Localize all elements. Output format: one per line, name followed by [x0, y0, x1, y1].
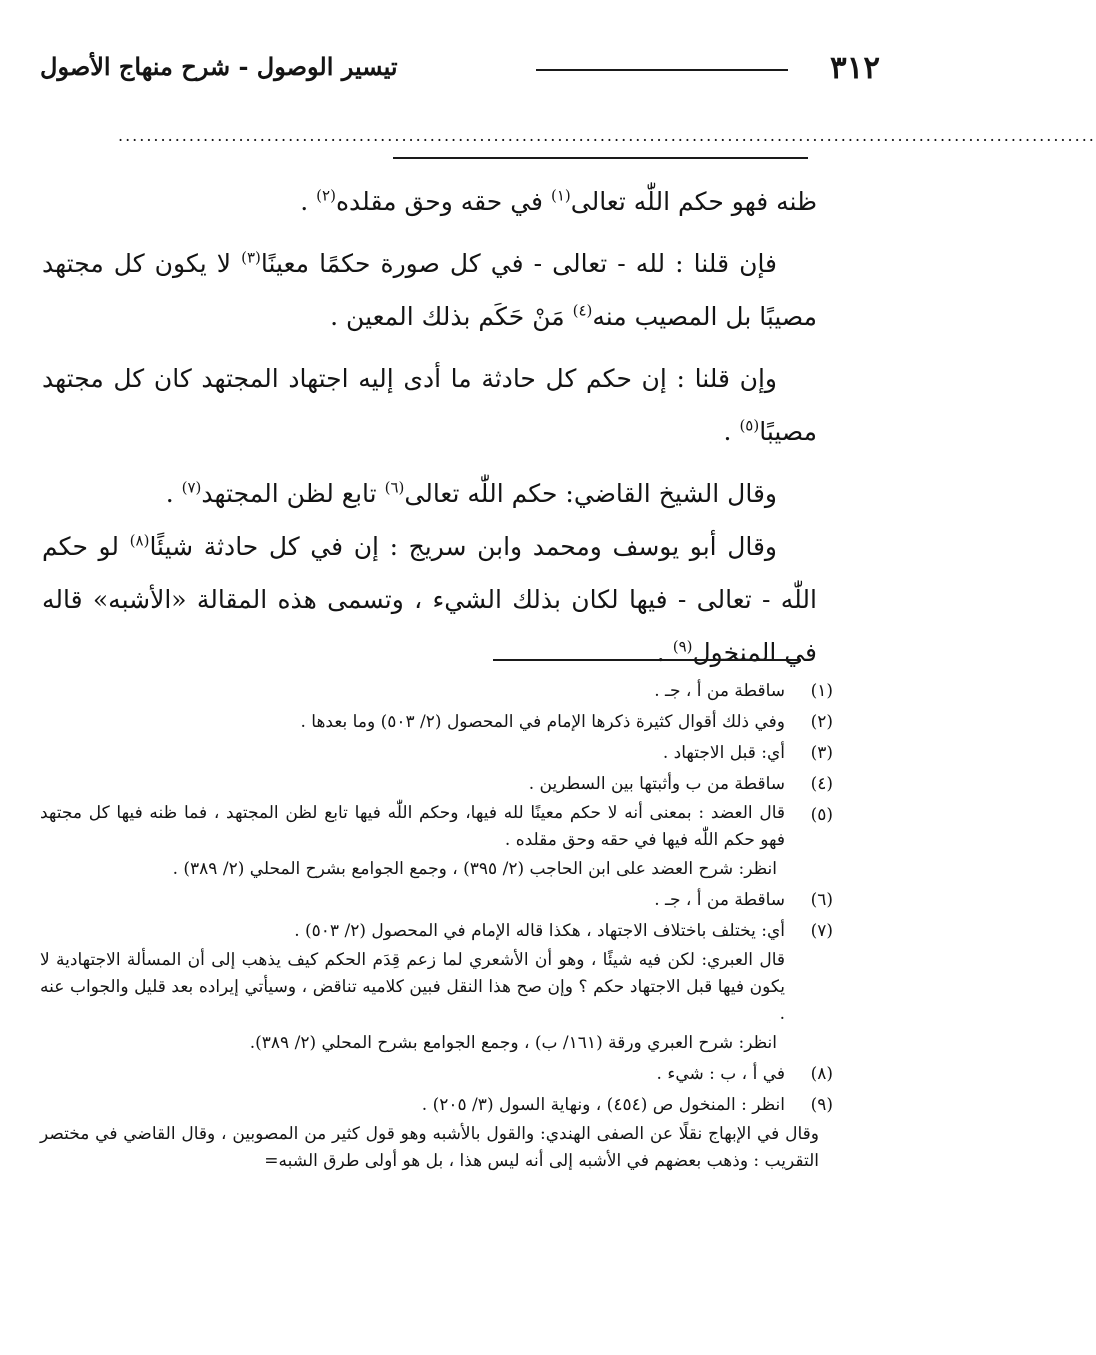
top-rule: [393, 157, 808, 159]
footnote-7-quote: قال العبري: لكن فيه شيئًا ، وهو أن الأشعري لما زعم قِدَم الحكم كيف يذهب إلى أن المسألة الاجتهادية لا يكون فيها قبل الاجتهاد حكم ؟ وإن صح هذا النقل فبين كلاميه تناقض ، وسيأتي إيراده بعد قليل والجواب عنه .: [40, 950, 785, 1024]
footnote-marker-1: (١): [550, 186, 571, 205]
text-run: .: [165, 479, 182, 508]
footnote-number: (٧): [810, 921, 833, 941]
footnote-2: [40, 707, 833, 738]
footnote-3: [40, 738, 833, 769]
paragraph-2: [42, 237, 817, 343]
footnote-text: ساقطة من ب وأثبتها بين السطرين .: [528, 774, 785, 794]
footnote-number: (٩): [810, 1095, 833, 1115]
footnote-7: [40, 916, 833, 947]
text-run: مَنْ حَكَم بذلك المعين .: [330, 302, 573, 331]
text-run: .: [656, 638, 673, 667]
footnote-text: انظر : المنخول ص (٤٥٤) ، ونهاية السول (٣/ ٢٠٥) .: [421, 1095, 785, 1115]
footnote-1: [40, 676, 833, 707]
separator-dots: ..........................................................................................................................................: [118, 126, 1096, 145]
paragraph-4: [42, 467, 817, 520]
footnote-number: (٣): [810, 743, 833, 763]
footnote-marker-6: (٦): [384, 478, 405, 497]
text-run: وقال الشيخ القاضي: حكم اللّٰه تعالى: [404, 479, 777, 508]
footnote-number: (١): [810, 681, 833, 701]
footnotes: [40, 676, 833, 1175]
footnote-number: (٨): [810, 1064, 833, 1084]
text-run: في حقه وحق مقلده: [335, 187, 551, 216]
footnote-text: ساقطة من أ ، جـ .: [654, 681, 785, 701]
paragraph-1: [42, 175, 817, 228]
footnote-marker-5: (٥): [739, 416, 760, 435]
page-number: ٣١٢: [830, 50, 880, 86]
text-run: ظنه فهو حكم اللّٰه تعالى: [570, 187, 817, 216]
footnote-text: أي: قبل الاجتهاد .: [662, 743, 785, 763]
paragraph-5: [42, 520, 817, 679]
footnote-4: [40, 769, 833, 800]
text-run: .: [723, 417, 740, 446]
footnote-text: ساقطة من أ ، جـ .: [654, 890, 785, 910]
footnote-text: وفي ذلك أقوال كثيرة ذكرها الإمام في المحصول (٢/ ٥٠٣) وما بعدها .: [300, 712, 785, 732]
footnote-9-quote: وقال في الإبهاج نقلًا عن الصفى الهندي: والقول بالأشبه وهو قول كثير من المصوبين ، وقال القاضي في مختصر التقريب : وذهب بعضهم في الأشبه إلى أنه ليس هذا ، بل هو أولى طرق الشبه=: [40, 1124, 819, 1171]
footnote-number: (٢): [810, 712, 833, 732]
footnote-number: (٤): [810, 774, 833, 794]
footnote-5: [40, 800, 833, 854]
running-title: تيسير الوصول - شرح منهاج الأصول: [40, 52, 398, 81]
footnote-rule: [493, 659, 799, 661]
text-run: .: [300, 187, 317, 216]
footnote-text: في أ ، ب : شيء .: [656, 1064, 785, 1084]
footnote-marker-4: (٤): [572, 301, 593, 320]
text-run: تابع لظن المجتهد: [201, 479, 385, 508]
text-run: وقال أبو يوسف ومحمد وابن سريج : إن في كل حادثة شيئًا: [149, 532, 778, 561]
footnote-number: (٦): [810, 890, 833, 910]
footnote-text: قال العضد : بمعنى أنه لا حكم معينًا لله فيها، وحكم اللّٰه فيها تابع لظن المجتهد ، فما ظنه فيها كل مجتهد فهو حكم اللّٰه فيها في حقه وحق مقلده .: [40, 803, 785, 850]
main-text: [42, 175, 817, 679]
footnote-marker-3: (٣): [241, 248, 261, 267]
footnote-6: [40, 885, 833, 916]
footnote-7-reference: انظر: شرح العبري ورقة (١٦١/ ب) ، وجمع الجوامع بشرح المحلي (٢/ ٣٨٩).: [249, 1033, 777, 1053]
header-rule: [536, 69, 788, 71]
footnote-marker-9: (٩): [672, 637, 693, 656]
page-header: [40, 50, 880, 100]
text-run: لو حكم اللّٰه - تعالى - فيها لكان بذلك الشيء ، وتسمى هذه المقالة «الأشبه» قاله في المنخول: [42, 532, 817, 667]
footnote-text: أي: يختلف باختلاف الاجتهاد ، هكذا قاله الإمام في المحصول (٢/ ٥٠٣) .: [294, 921, 785, 941]
footnote-8: [40, 1059, 833, 1090]
text-run: فإن قلنا : لله - تعالى - في كل صورة حكمًا معينًا: [260, 249, 778, 278]
footnote-number: (٥): [810, 805, 833, 825]
footnote-9: [40, 1090, 833, 1121]
footnote-marker-8: (٨): [129, 531, 150, 550]
text-run: وإن قلنا : إن حكم كل حادثة ما أدى إليه اجتهاد المجتهد كان كل مجتهد مصيبًا: [42, 364, 817, 446]
footnote-marker-2: (٢): [316, 186, 336, 205]
footnote-5-reference: انظر: شرح العضد على ابن الحاجب (٢/ ٣٩٥) ، وجمع الجوامع بشرح المحلي (٢/ ٣٨٩) .: [172, 859, 777, 879]
text-run: لا يكون كل مجتهد مصيبًا بل المصيب منه: [42, 249, 817, 331]
footnote-marker-7: (٧): [181, 478, 202, 497]
paragraph-3: [42, 352, 817, 458]
